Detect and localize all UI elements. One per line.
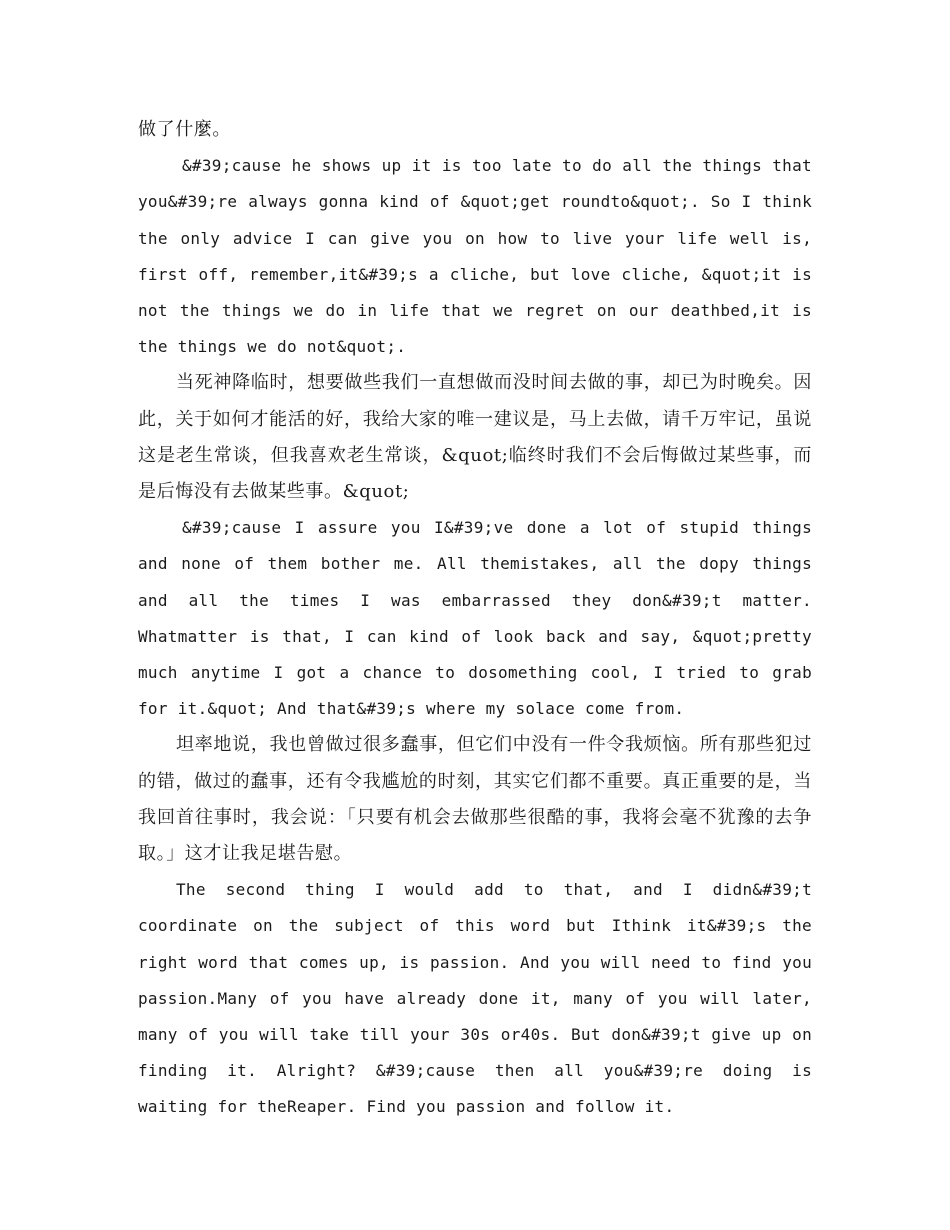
paragraph-6: The second thing I would add to that, and I didn&#39;t coordinate on the subject of this word but Ithink it&#39;s the right word that comes up, is passion. And you will need to find you passion.Many of you have already done it, many of you will later, many of you will take till your 30s or40s. But don&#39;t give up on finding it. Alright? &#39;cause then all you&#39;re doing is waiting for theReaper. Find you passion and follow it. [138, 880, 812, 1117]
paragraph-5: 坦率地说，我也曾做过很多蠢事，但它们中没有一件令我烦恼。所有那些犯过的错，做过的蠢事，还有令我尴尬的时刻，其实它们都不重要。真正重要的是，当我回首往事时，我会说：「只要有机会去做那些很酷的事，我将会毫不犹豫的去争取。」这才让我足堪告慰。 [138, 734, 812, 865]
paragraph-3: 当死神降临时，想要做些我们一直想做而没时间去做的事，却已为时晚矣。因此，关于如何才能活的好，我给大家的唯一建议是，马上去做，请千万牢记，虽说这是老生常谈，但我喜欢老生常谈，&quot;临终时我们不会后悔做过某些事，而是后悔没有去做某些事。&quot; [138, 372, 812, 503]
document-page [138, 112, 812, 1126]
paragraph-2: &#39;cause he shows up it is too late to do all the things that you&#39;re always gonna kind of &quot;get roundto&quot;. So I think the only advice I can give you on how to live your life well is, first off, remember,it&#39;s a cliche, but love cliche, &quot;it is not the things we do in life that we regret on our deathbed,it is the things we do not&quot;. [138, 156, 812, 357]
paragraph-4: &#39;cause I assure you I&#39;ve done a lot of stupid things and none of them bother me. All themistakes, all the dopy things and all the times I was embarrassed they don&#39;t matter. Whatmatter is that, I can kind of look back and say, &quot;pretty much anytime I got a chance to dosomething cool, I tried to grab for it.&quot; And that&#39;s where my solace come from. [138, 518, 812, 719]
paragraph-1: 做了什麼。 [138, 119, 231, 140]
